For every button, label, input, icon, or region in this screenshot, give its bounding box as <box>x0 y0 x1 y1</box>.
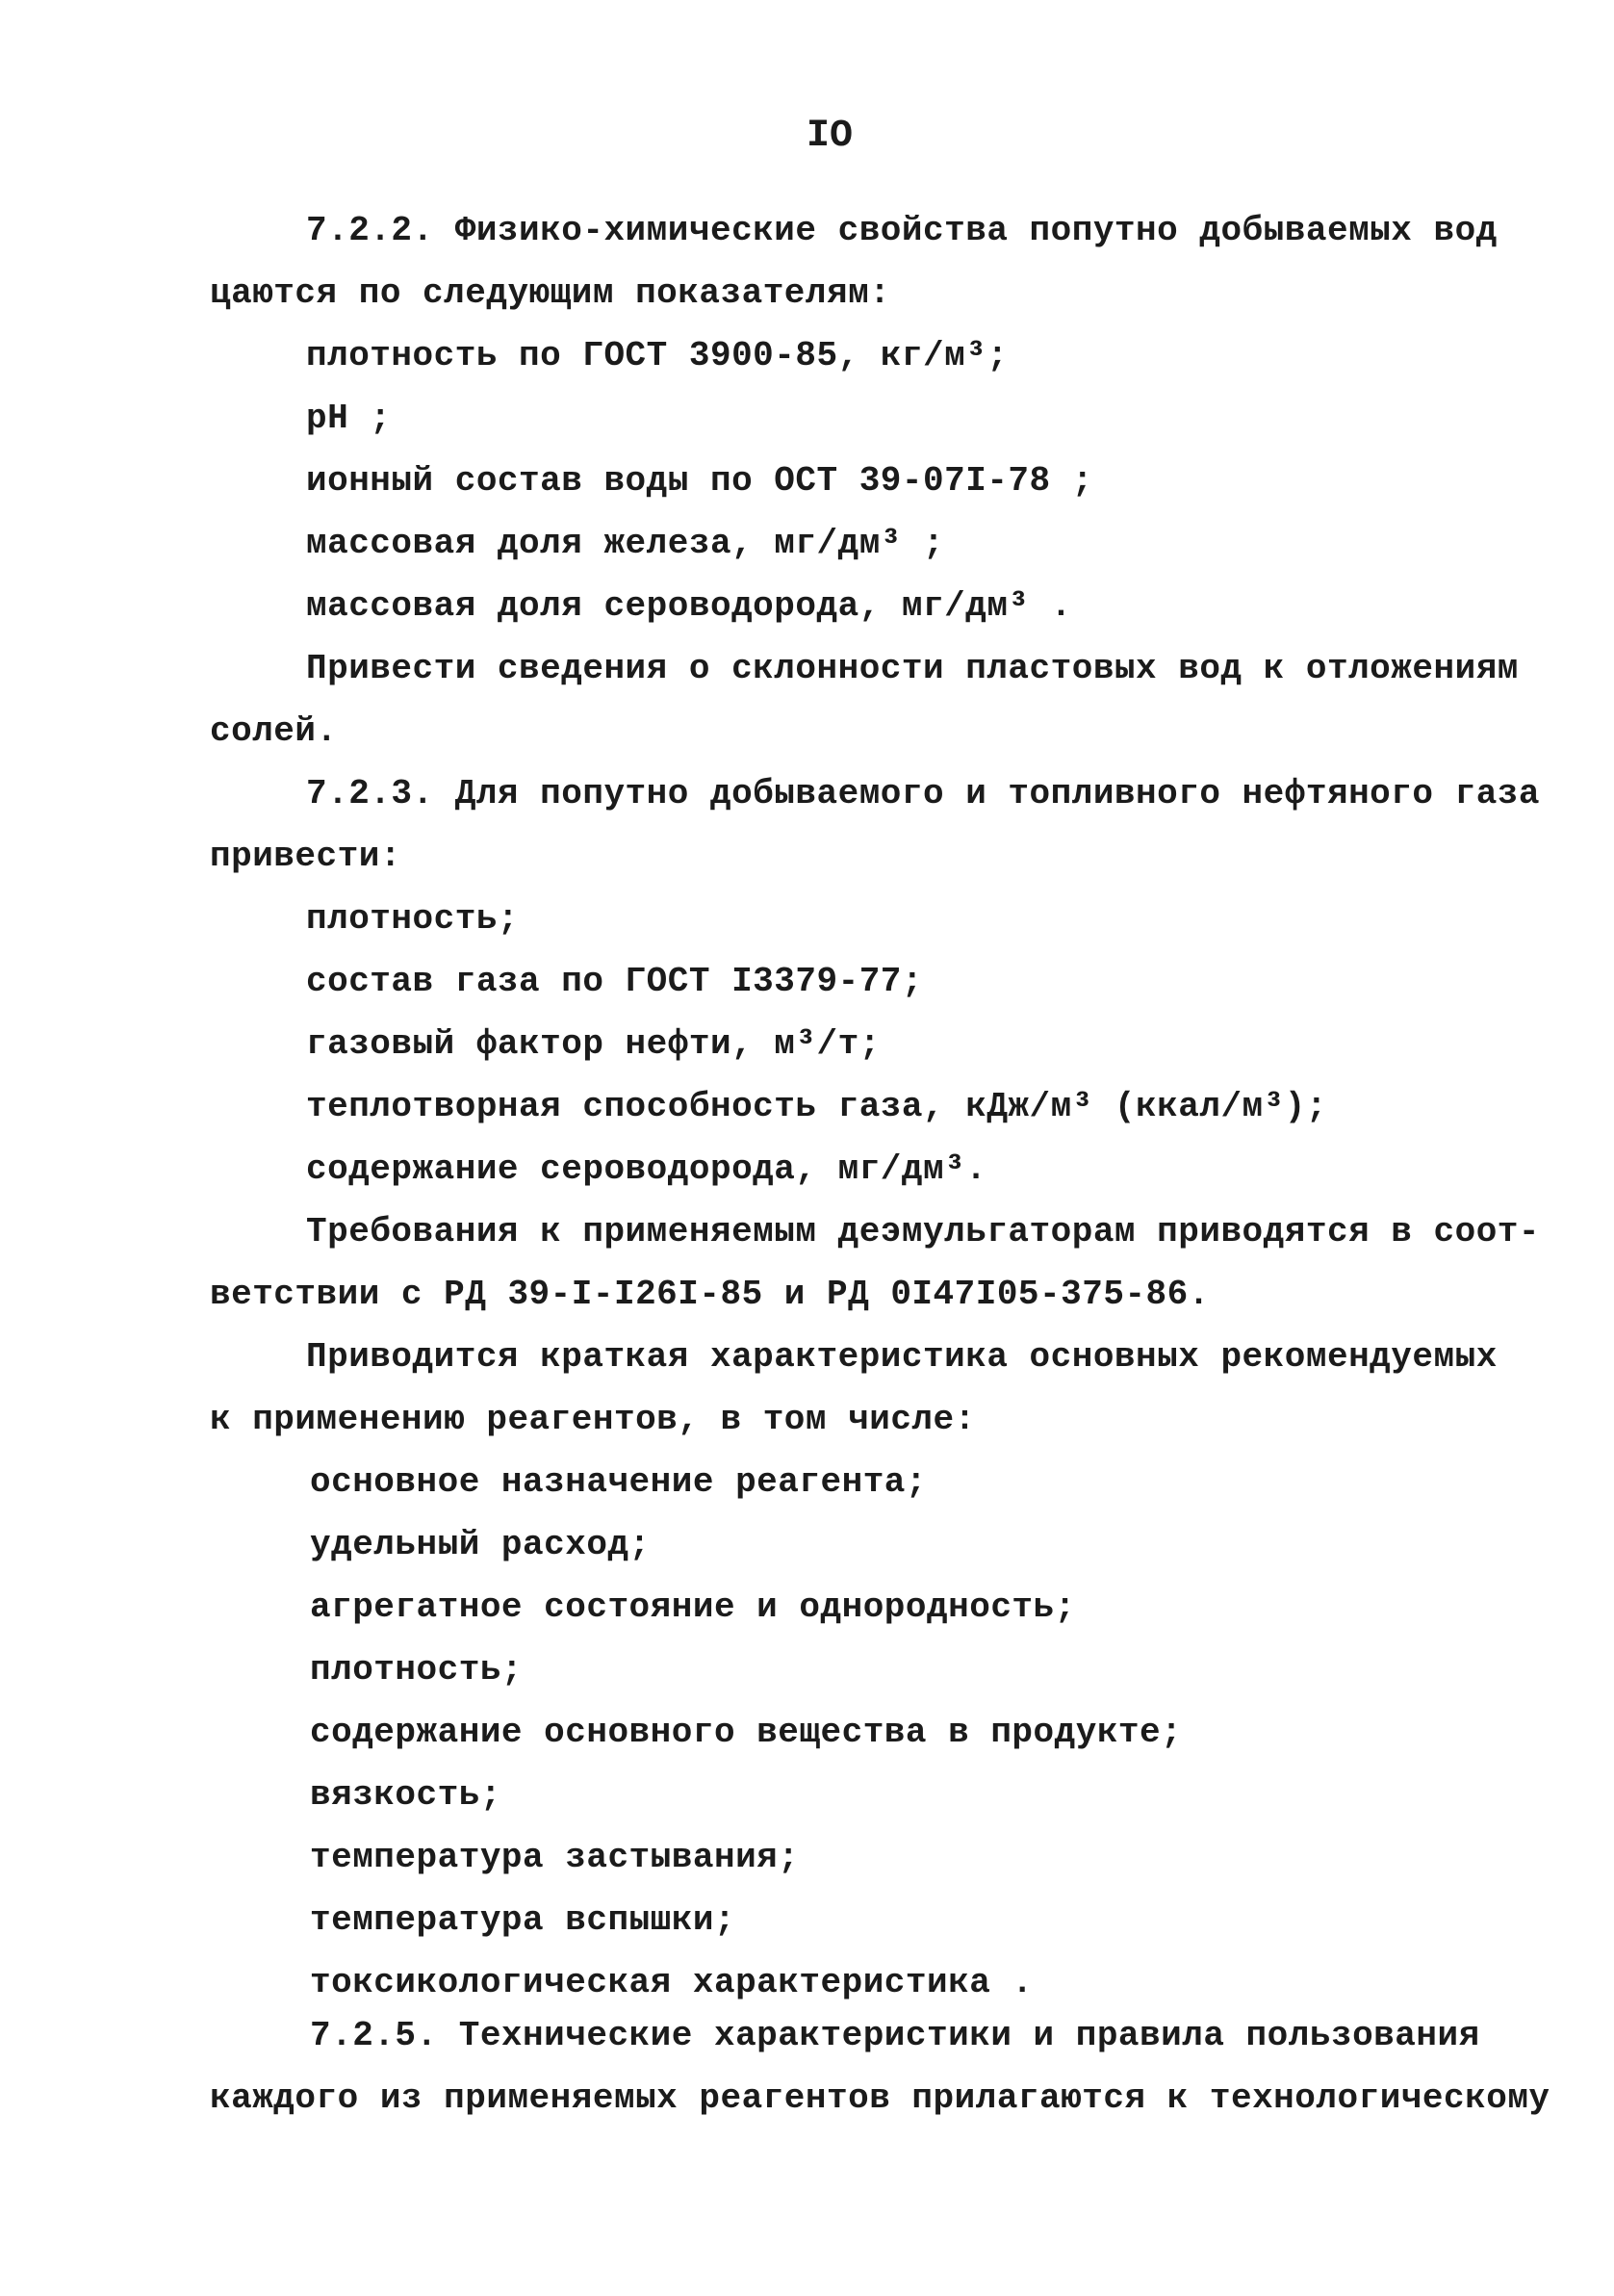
section-7-2-2-heading: 7.2.2. Физико-химические свойства попутно добываемых вод <box>306 211 1498 250</box>
text-line: ветствии с РД 39-I-I26I-85 и РД 0I47I05-375-86. <box>210 1275 1210 1314</box>
text-line: привести: <box>210 837 401 876</box>
text-line: солей. <box>210 711 338 751</box>
list-item: основное назначение реагента; <box>310 1462 928 1502</box>
list-item: агрегатное состояние и однородность; <box>310 1587 1076 1627</box>
list-item: содержание основного вещества в продукте; <box>310 1713 1183 1752</box>
list-item: удельный расход; <box>310 1525 651 1564</box>
section-7-2-3-heading: 7.2.3. Для попутно добываемого и топливного нефтяного газа <box>306 774 1541 813</box>
list-item: массовая доля железа, мг/дм³ ; <box>306 524 945 563</box>
list-item: токсикологическая характеристика . <box>310 1963 1034 2002</box>
list-item: плотность; <box>306 899 520 939</box>
list-item: температура вспышки; <box>310 1900 736 1940</box>
list-item: температура застывания; <box>310 1838 800 1877</box>
list-item: состав газа по ГОСТ I3379-77; <box>306 962 924 1001</box>
text-line: каждого из применяемых реагентов прилагаются к технологическому <box>210 2078 1550 2118</box>
text-line: к применению реагентов, в том числе: <box>210 1400 976 1439</box>
page-number: IO <box>807 115 854 158</box>
text-line: цаются по следующим показателям: <box>210 273 891 313</box>
text-line: Требования к применяемым деэмульгаторам приводятся в соот- <box>306 1212 1541 1251</box>
list-item: плотность; <box>310 1650 524 1690</box>
text-line: Привести сведения о склонности пластовых вод к отложениям <box>306 649 1519 688</box>
list-item: теплотворная способность газа, кДж/м³ (ккал/м³); <box>306 1087 1327 1126</box>
list-item: вязкость; <box>310 1775 501 1815</box>
list-item: ионный состав воды по ОСТ 39-07I-78 ; <box>306 461 1093 501</box>
list-item: массовая доля сероводорода, мг/дм³ . <box>306 586 1072 626</box>
list-item: содержание сероводорода, мг/дм³. <box>306 1149 987 1189</box>
section-7-2-5-heading: 7.2.5. Технические характеристики и правила пользования <box>310 2016 1480 2055</box>
list-item: pH ; <box>306 399 392 438</box>
text-line: Приводится краткая характеристика основных рекомендуемых <box>306 1337 1498 1377</box>
list-item: плотность по ГОСТ 3900-85, кг/м³; <box>306 336 1009 375</box>
list-item: газовый фактор нефти, м³/т; <box>306 1024 881 1064</box>
